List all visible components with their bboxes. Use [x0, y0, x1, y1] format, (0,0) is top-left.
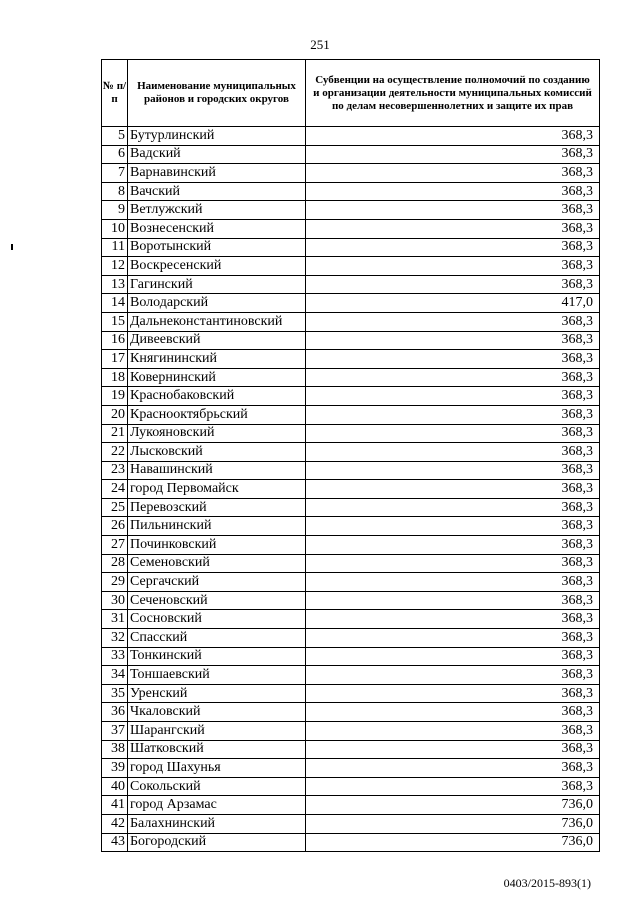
row-subvention: 368,3	[306, 312, 600, 331]
row-municipality: Тонкинский	[128, 647, 306, 666]
table-row	[102, 145, 600, 164]
row-subvention: 368,3	[306, 350, 600, 369]
row-subvention: 368,3	[306, 405, 600, 424]
row-number: 16	[102, 331, 128, 350]
page-number: 251	[310, 37, 330, 52]
row-subvention: 368,3	[306, 722, 600, 741]
table-row	[102, 461, 600, 480]
row-number: 30	[102, 591, 128, 610]
row-number: 23	[102, 461, 128, 480]
row-number: 31	[102, 610, 128, 629]
row-number: 13	[102, 275, 128, 294]
row-subvention: 368,3	[306, 164, 600, 183]
row-number: 10	[102, 219, 128, 238]
stray-mark	[11, 244, 13, 250]
row-municipality: город Первомайск	[128, 480, 306, 499]
row-municipality: Спасский	[128, 629, 306, 648]
row-municipality: Гагинский	[128, 275, 306, 294]
row-number: 9	[102, 201, 128, 220]
table-body	[102, 127, 600, 852]
row-municipality: Княгининский	[128, 350, 306, 369]
row-municipality: Вадский	[128, 145, 306, 164]
row-municipality: Вачский	[128, 182, 306, 201]
row-number: 43	[102, 833, 128, 852]
table-row	[102, 350, 600, 369]
table-row	[102, 517, 600, 536]
row-municipality: Шатковский	[128, 740, 306, 759]
table-row	[102, 127, 600, 146]
row-number: 36	[102, 703, 128, 722]
row-municipality: Вознесенский	[128, 219, 306, 238]
table-row	[102, 201, 600, 220]
row-number: 26	[102, 517, 128, 536]
row-subvention: 736,0	[306, 814, 600, 833]
row-subvention: 368,3	[306, 387, 600, 406]
table-row	[102, 498, 600, 517]
row-number: 33	[102, 647, 128, 666]
table-header-row	[102, 60, 600, 127]
table-row	[102, 759, 600, 778]
row-municipality: Пильнинский	[128, 517, 306, 536]
row-number: 29	[102, 573, 128, 592]
row-number: 19	[102, 387, 128, 406]
row-subvention: 368,3	[306, 201, 600, 220]
row-number: 22	[102, 443, 128, 462]
table-row	[102, 573, 600, 592]
table-row	[102, 443, 600, 462]
row-number: 6	[102, 145, 128, 164]
row-number: 24	[102, 480, 128, 499]
row-number: 15	[102, 312, 128, 331]
row-municipality: Ветлужский	[128, 201, 306, 220]
table-row	[102, 740, 600, 759]
header-name: Наименование муниципальных районов и городских округов	[128, 60, 306, 127]
row-municipality: Варнавинский	[128, 164, 306, 183]
row-subvention: 417,0	[306, 294, 600, 313]
table-row	[102, 405, 600, 424]
row-subvention: 368,3	[306, 443, 600, 462]
subventions-table	[101, 59, 600, 852]
row-subvention: 368,3	[306, 666, 600, 685]
row-municipality: Сосновский	[128, 610, 306, 629]
row-municipality: Краснооктябрьский	[128, 405, 306, 424]
row-municipality: Навашинский	[128, 461, 306, 480]
row-subvention: 368,3	[306, 275, 600, 294]
table-row	[102, 814, 600, 833]
row-municipality: город Шахунья	[128, 759, 306, 778]
row-municipality: Бутурлинский	[128, 127, 306, 146]
row-municipality: Воскресенский	[128, 257, 306, 276]
row-number: 28	[102, 554, 128, 573]
row-number: 27	[102, 536, 128, 555]
row-subvention: 368,3	[306, 498, 600, 517]
row-subvention: 368,3	[306, 480, 600, 499]
row-subvention: 736,0	[306, 833, 600, 852]
row-number: 25	[102, 498, 128, 517]
row-subvention: 368,3	[306, 182, 600, 201]
table-row	[102, 647, 600, 666]
row-subvention: 368,3	[306, 647, 600, 666]
table-row	[102, 591, 600, 610]
row-number: 39	[102, 759, 128, 778]
row-municipality: Балахнинский	[128, 814, 306, 833]
table-row	[102, 331, 600, 350]
row-number: 37	[102, 722, 128, 741]
row-number: 11	[102, 238, 128, 257]
row-municipality: Семеновский	[128, 554, 306, 573]
table-row	[102, 777, 600, 796]
row-subvention: 368,3	[306, 368, 600, 387]
table-row	[102, 629, 600, 648]
row-number: 38	[102, 740, 128, 759]
row-municipality: Чкаловский	[128, 703, 306, 722]
table-row	[102, 684, 600, 703]
row-municipality: Сокольский	[128, 777, 306, 796]
row-subvention: 368,3	[306, 127, 600, 146]
table-row	[102, 833, 600, 852]
table-row	[102, 219, 600, 238]
row-subvention: 368,3	[306, 461, 600, 480]
row-municipality: Тоншаевский	[128, 666, 306, 685]
row-number: 32	[102, 629, 128, 648]
row-subvention: 368,3	[306, 684, 600, 703]
row-municipality: Лукояновский	[128, 424, 306, 443]
row-number: 41	[102, 796, 128, 815]
table-row	[102, 182, 600, 201]
table-row	[102, 703, 600, 722]
row-municipality: Починковский	[128, 536, 306, 555]
row-subvention: 368,3	[306, 536, 600, 555]
row-number: 7	[102, 164, 128, 183]
row-municipality: Уренский	[128, 684, 306, 703]
table-header	[102, 60, 600, 127]
row-number: 5	[102, 127, 128, 146]
row-municipality: Перевозский	[128, 498, 306, 517]
table-row	[102, 164, 600, 183]
row-municipality: Володарский	[128, 294, 306, 313]
document-code: 0403/2015-893(1)	[503, 876, 591, 890]
table-row	[102, 666, 600, 685]
table-row	[102, 796, 600, 815]
row-subvention: 368,3	[306, 610, 600, 629]
table-row	[102, 387, 600, 406]
row-number: 20	[102, 405, 128, 424]
row-subvention: 736,0	[306, 796, 600, 815]
row-subvention: 368,3	[306, 219, 600, 238]
row-municipality: город Арзамас	[128, 796, 306, 815]
row-municipality: Дальнеконстантиновский	[128, 312, 306, 331]
row-subvention: 368,3	[306, 331, 600, 350]
row-subvention: 368,3	[306, 629, 600, 648]
row-number: 34	[102, 666, 128, 685]
row-number: 18	[102, 368, 128, 387]
header-num: № п/п	[102, 60, 128, 127]
table-row	[102, 275, 600, 294]
row-municipality: Дивеевский	[128, 331, 306, 350]
row-subvention: 368,3	[306, 145, 600, 164]
subventions-table-container	[101, 59, 599, 852]
row-number: 40	[102, 777, 128, 796]
table-row	[102, 554, 600, 573]
row-subvention: 368,3	[306, 424, 600, 443]
table-row	[102, 610, 600, 629]
row-number: 35	[102, 684, 128, 703]
row-subvention: 368,3	[306, 238, 600, 257]
row-municipality: Лысковский	[128, 443, 306, 462]
row-municipality: Богородский	[128, 833, 306, 852]
row-municipality: Сеченовский	[128, 591, 306, 610]
row-subvention: 368,3	[306, 257, 600, 276]
row-municipality: Краснобаковский	[128, 387, 306, 406]
table-row	[102, 368, 600, 387]
row-municipality: Сергачский	[128, 573, 306, 592]
table-row	[102, 480, 600, 499]
row-number: 12	[102, 257, 128, 276]
row-subvention: 368,3	[306, 703, 600, 722]
row-number: 21	[102, 424, 128, 443]
row-municipality: Ковернинский	[128, 368, 306, 387]
row-subvention: 368,3	[306, 759, 600, 778]
table-row	[102, 257, 600, 276]
row-subvention: 368,3	[306, 554, 600, 573]
table-row	[102, 294, 600, 313]
header-value: Субвенции на осуществление полномочий по созданию и организации деятельности муниципальных комиссий по делам несовершеннолетних и защите их прав	[306, 60, 600, 127]
table-row	[102, 722, 600, 741]
row-subvention: 368,3	[306, 777, 600, 796]
table-row	[102, 424, 600, 443]
table-row	[102, 238, 600, 257]
row-number: 8	[102, 182, 128, 201]
table-row	[102, 312, 600, 331]
row-subvention: 368,3	[306, 573, 600, 592]
table-row	[102, 536, 600, 555]
row-municipality: Воротынский	[128, 238, 306, 257]
row-subvention: 368,3	[306, 591, 600, 610]
row-subvention: 368,3	[306, 740, 600, 759]
row-number: 17	[102, 350, 128, 369]
row-number: 42	[102, 814, 128, 833]
row-number: 14	[102, 294, 128, 313]
row-subvention: 368,3	[306, 517, 600, 536]
row-municipality: Шарангский	[128, 722, 306, 741]
